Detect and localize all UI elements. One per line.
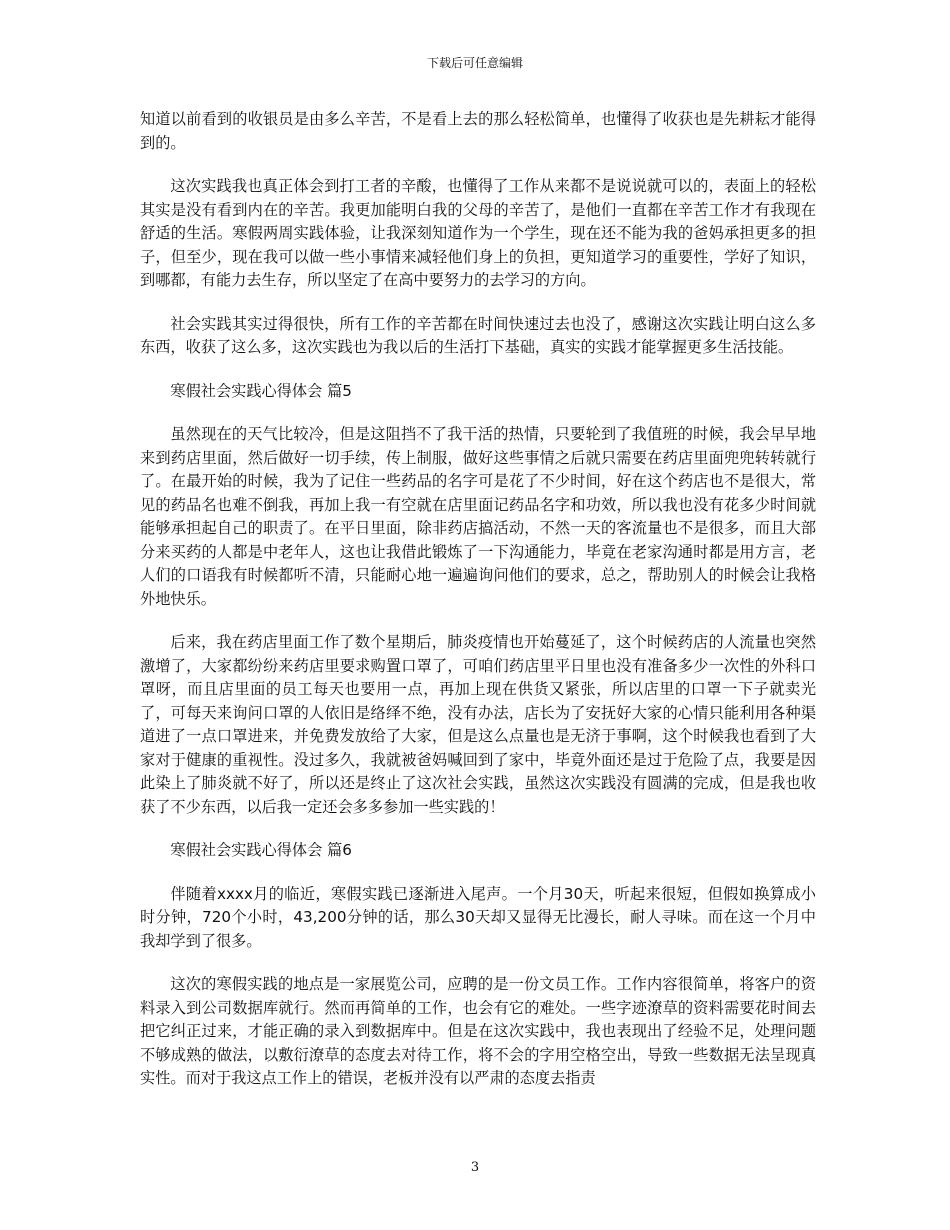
paragraph-6: 伴随着xxxx月的临近，寒假实践已逐渐进入尾声。一个月30天，听起来很短，但假如换算成小时分钟，720个小时，43,200分钟的话，那么30天却又显得无比漫长，耐人寻味。而在这一个月中我却学到了很多。 <box>140 884 816 950</box>
paragraph-3: 社会实践其实过得很快，所有工作的辛苦都在时间快速过去也没了，感谢这次实践让明白这么多东西，收获了这么多，这次实践也为我以后的生活打下基础，真实的实践才能掌握更多生活技能。 <box>140 314 816 356</box>
page-number: 3 <box>470 1160 480 1175</box>
document-body <box>140 108 816 1111</box>
paragraph-4: 虽然现在的天气比较冷，但是这阻挡不了我干活的热情，只要轮到了我值班的时候，我会早早地来到药店里面，然后做好一切手续，传上制服，做好这些事情之后就只需要在药店里面兜兜转转就行了。在最开始的时候，我为了记住一些药品的名字可是花了不少时间，好在这个药店也不是很大，常见的药品名也难不倒我，再加上我一有空就在店里面记药品名字和功效，所以我也没有花多少时间就能够承担起自己的职责了。在平日里面，除非药店搞活动，不然一天的客流量也不是很多，而且大部分来买药的人都是中老年人，这也让我借此锻炼了一下沟通能力，毕竟在老家沟通时都是用方言，老人们的口语我有时候都听不清，只能耐心地一遍遍询问他们的要求，总之，帮助别人的时候会让我格外地快乐。 <box>140 425 816 608</box>
paragraph-5: 后来，我在药店里面工作了数个星期后，肺炎疫情也开始蔓延了，这个时候药店的人流量也突然激增了，大家都纷纷来药店里要求购置口罩了，可咱们药店里平日里也没有准备多少一次性的外科口罩呀，而且店里面的员工每天也要用一点，再加上现在供货又紧张，所以店里的口罩一下子就卖光了，可每天来询问口罩的人依旧是络绎不绝，没有办法，店长为了安抚好大家的心情只能利用各种渠道进了一点口罩进来，并免费发放给了大家，但是这么点量也是无济于事啊，这个时候我也看到了大家对于健康的重视性。没过多久，我就被爸妈喊回到了家中，毕竟外面还是过于危险了点，我要是因此染上了肺炎就不好了，所以还是终止了这次社会实践，虽然这次实践没有圆满的完成，但是我也收获了不少东西，以后我一定还会多多参加一些实践的！ <box>140 633 816 816</box>
paragraph-1: 知道以前看到的收银员是由多么辛苦，不是看上去的那么轻松简单，也懂得了收获也是先耕耘才能得到的。 <box>140 110 816 152</box>
section-heading-5: 寒假社会实践心得体会 篇5 <box>170 381 352 400</box>
page-header: 下载后可任意编辑 <box>426 56 523 70</box>
section-heading-6: 寒假社会实践心得体会 篇6 <box>170 841 352 859</box>
paragraph-7: 这次的寒假实践的地点是一家展览公司，应聘的是一份文员工作。工作内容很简单，将客户的资料录入到公司数据库就行。然而再简单的工作，也会有它的难处。一些字迹潦草的资料需要花时间去把它纠正过来，才能正确的录入到数据库中。但是在这次实践中，我也表现出了经验不足，处理问题不够成熟的做法，以敷衍潦草的态度去对待工作，将不会的字用空格空出，导致一些数据无法呈现真实性。而对于我这点工作上的错误，老板并没有以严肃的态度去指责 <box>140 975 816 1087</box>
paragraph-2: 这次实践我也真正体会到打工者的辛酸，也懂得了工作从来都不是说说就可以的，表面上的轻松其实是没有看到内在的辛苦。我更加能明白我的父母的辛苦了，是他们一直都在辛苦工作才有我现在舒适的生活。寒假两周实践体验，让我深刻知道作为一个学生，现在还不能为我的爸妈承担更多的担子，但至少，现在我可以做一些小事情来减轻他们身上的负担，更知道学习的重要性，学好了知识，到哪都，有能力去生存，所以坚定了在高中要努力的去学习的方向。 <box>140 177 816 289</box>
